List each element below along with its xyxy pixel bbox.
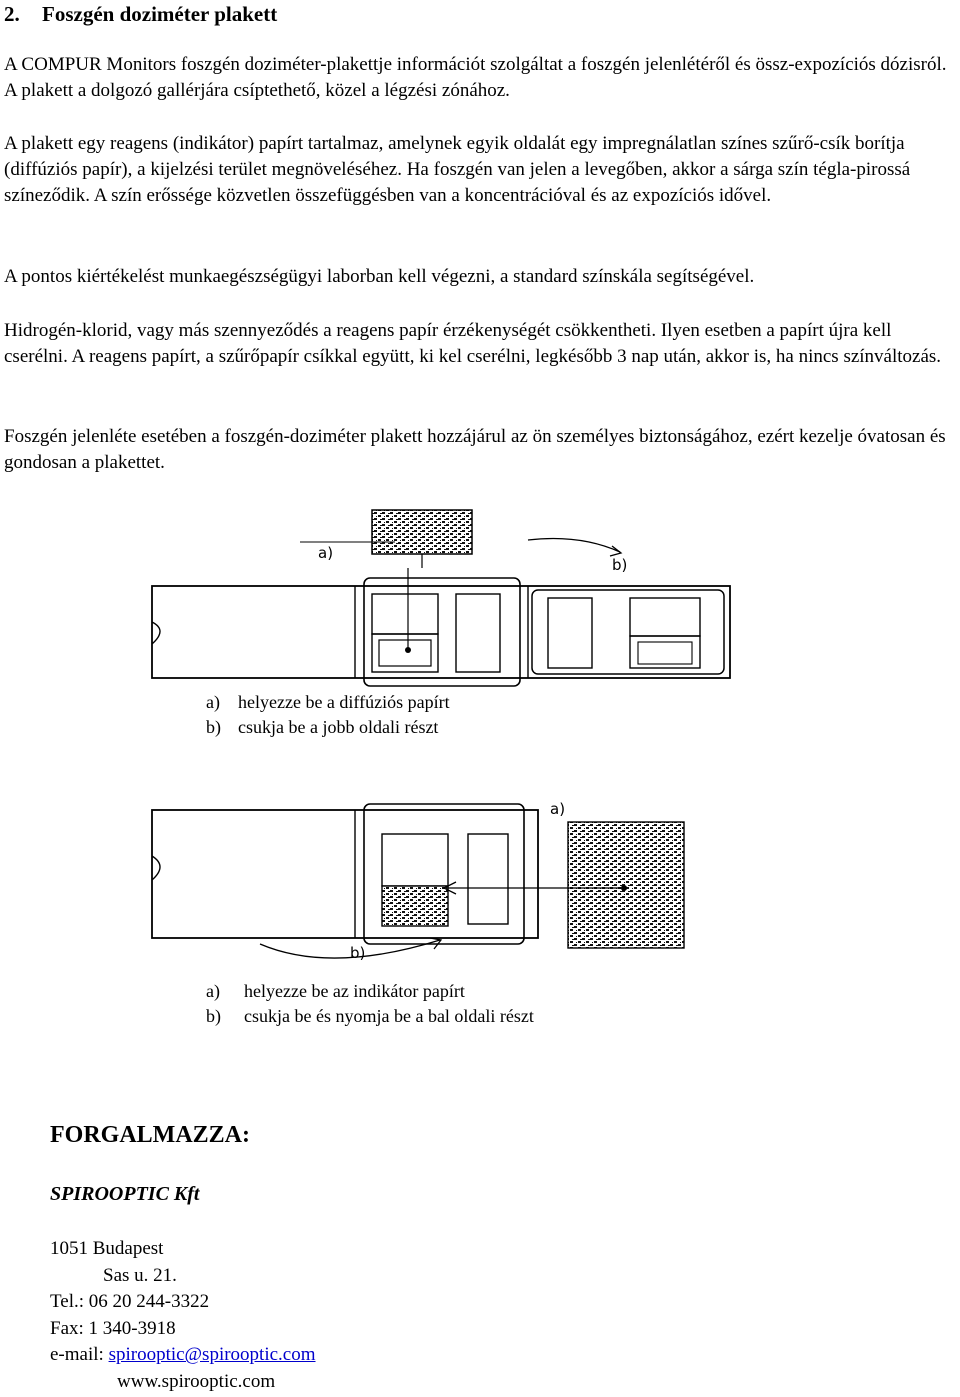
paragraph-reagent: A plakett egy reagens (indikátor) papírt tartalmaz, amelynek egyik oldalát egy impregnálatlan színes szűrő-csík borítja (diffúziós papír), a kijelzési terület megnöveléséhez. Ha foszgén van jelen a levegőben, akkor a sárga szín tégla-pirossá színeződik. A szín erőssége közvetlen összefüggésben van a koncentrációval és az expozíciós idővel. <box>4 133 911 206</box>
caption-label: a) <box>206 692 220 712</box>
caption-label: b) <box>206 717 221 737</box>
badge-diagram-1-drawing <box>150 494 740 704</box>
badge-diagram-1 <box>150 494 740 704</box>
paragraph-intro: A COMPUR Monitors foszgén doziméter-plakettje információt szolgáltat a foszgén jelenlétéről és össz-expozíciós dózisról. A plakett a dolgozó gallérjára csíptethető, közel a légzési zónához. <box>4 54 947 101</box>
caption-label: a) <box>206 981 220 1001</box>
figure2-label-a: a) <box>550 800 566 818</box>
section-title: Foszgén doziméter plakett <box>42 2 278 26</box>
email-prefix: e-mail: <box>50 1344 109 1366</box>
caption-row <box>206 690 450 715</box>
badge-diagram-2-drawing <box>150 794 740 984</box>
contact-fax: Fax: 1 340-3918 <box>50 1317 176 1339</box>
figure2-caption <box>206 979 534 1029</box>
caption-text: csukja be a jobb oldali részt <box>238 717 439 737</box>
distributor-title: FORGALMAZZA: <box>50 1122 250 1148</box>
section-heading <box>4 2 277 27</box>
contact-block <box>50 1236 316 1396</box>
figure1-label-b: b) <box>612 556 628 574</box>
contact-web: www.spirooptic.com <box>117 1370 276 1392</box>
contact-city: 1051 Budapest <box>50 1238 164 1259</box>
email-link[interactable]: spirooptic@spirooptic.com <box>108 1344 316 1366</box>
figure1-label-a: a) <box>318 544 334 562</box>
indicator-paper <box>568 822 684 948</box>
badge-body <box>152 810 538 938</box>
figure1-caption <box>206 690 450 740</box>
caption-row <box>206 979 534 1004</box>
caption-row <box>206 1004 534 1029</box>
section-number: 2. <box>4 2 20 26</box>
caption-text: helyezze be az indikátor papírt <box>244 981 465 1001</box>
company-name: SPIROOPTIC Kft <box>50 1183 200 1205</box>
contact-street: Sas u. 21. <box>103 1264 177 1286</box>
paragraph-evaluation: A pontos kiértékelést munkaegészségügyi laborban kell végezni, a standard színskála segítségével. <box>4 266 755 287</box>
contact-email-row <box>50 1342 316 1369</box>
paragraph-replacement: Hidrogén-klorid, vagy más szennyeződés a reagens papír érzékenységét csökkentheti. Ilyen esetben a papírt újra kell cserélni. A reagens papírt, a szűrőpapír csíkkal együtt, ki kel cserélni, legkésőbb 3 nap után, akkor is, ha nincs színváltozás. <box>4 320 942 367</box>
caption-text: csukja be és nyomja be a bal oldali részt <box>244 1006 534 1026</box>
figure2-label-b: b) <box>350 944 366 962</box>
paragraph-safety: Foszgén jelenléte esetében a foszgén-doziméter plakett hozzájárul az ön személyes biztonságához, ezért kezelje óvatosan és gondosan a plakettet. <box>4 426 946 473</box>
badge-diagram-2 <box>150 794 740 984</box>
caption-label: b) <box>206 1006 221 1026</box>
contact-phone: Tel.: 06 20 244-3322 <box>50 1291 210 1313</box>
diffusion-paper <box>372 510 472 554</box>
caption-text: helyezze be a diffúziós papírt <box>238 692 450 712</box>
caption-row <box>206 715 450 740</box>
